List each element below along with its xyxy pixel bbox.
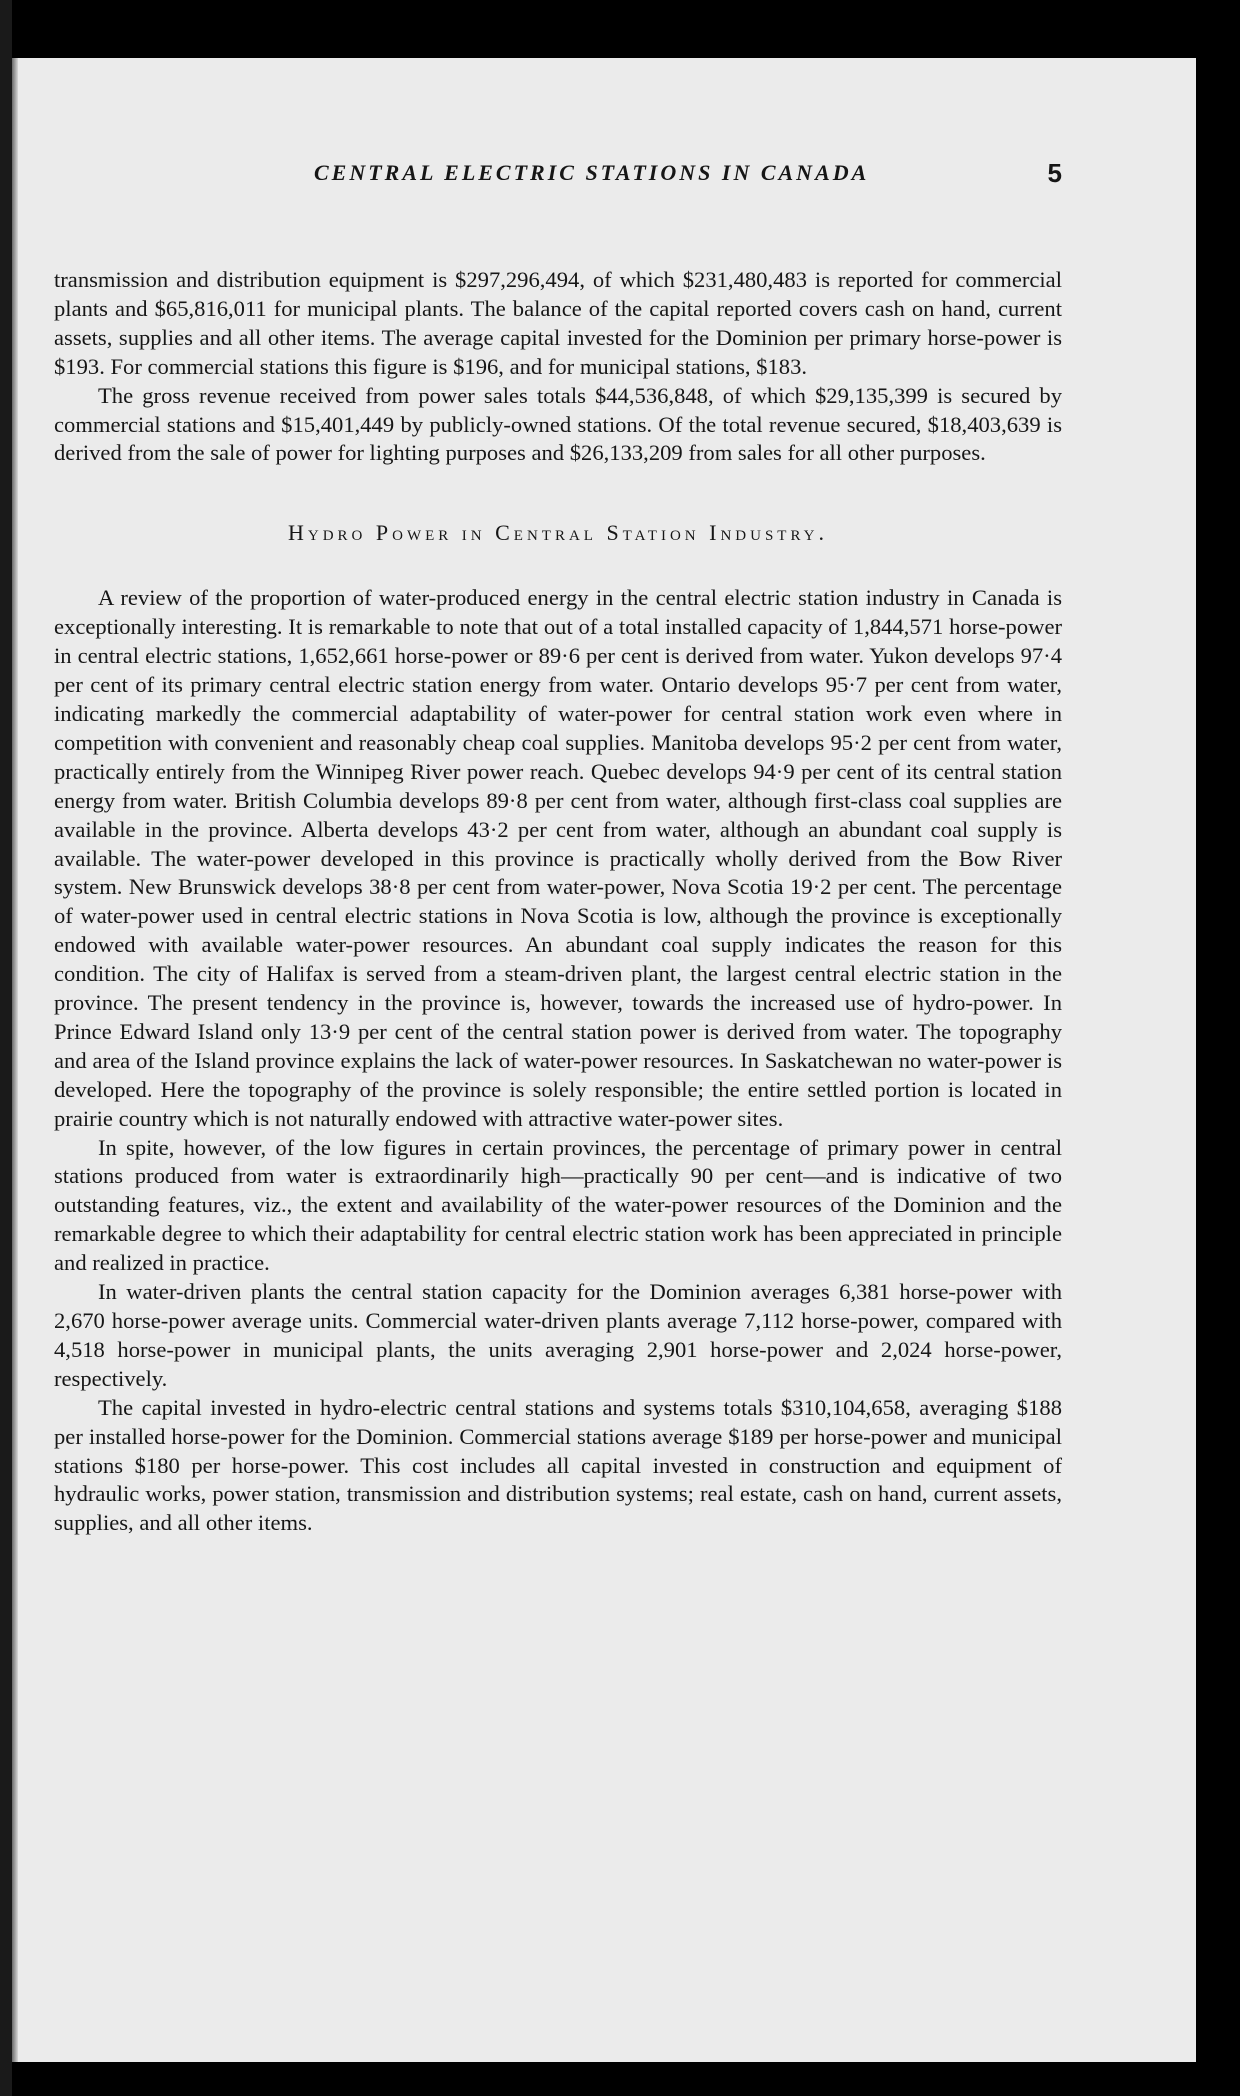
paragraph-continued: transmission and distribution equipment is $297,296,494, of which $231,480,483 is reported for commercial plants and $65,816,011 for municipal plants. The balance of the capital reported covers cash on hand, current assets, supplies and all other items. The average capital invested for the Dominion per primary horse-power is $193. For commercial stations this figure is $196, and for municipal stations, $183. — [54, 267, 1062, 379]
paragraph-low-figures: In spite, however, of the low figures in certain provinces, the percentage of primary power in central stations produced from water is extraordinarily high—practically 90 per cent—and is indicative of two outstanding features, viz., the extent and availability of the water-power resources of the Dominion and the remarkable degree to which their adaptability for central electric station work has been appreciated in principle and realized in practice. — [54, 1134, 1062, 1276]
running-head — [54, 156, 1062, 200]
paragraph-hydro-review: A review of the proportion of water-produced energy in the central electric station industry in Canada is exceptionally interesting. It is remarkable to note that out of a total installed capacity of 1,844,571 horse-power in central electric stations, 1,652,661 horse-power or 89·6 per cent is derived from water. Yukon develops 97·4 per cent of its primary central electric station energy from water. Ontario develops 95·7 per cent from water, indicating markedly the commercial adaptability of water-power for central station work even where in competition with convenient and reasonably cheap coal supplies. Manitoba develops 95·2 per cent from water, practically entirely from the Winnipeg River power reach. Quebec develops 94·9 per cent of its central station energy from water. British Columbia develops 89·8 per cent from water, although first-class coal supplies are available in the province. Alberta develops 43·2 per cent from water, although an abundant coal supply is available. The water-power developed in this province is practically wholly derived from the Bow River system. New Brunswick develops 38·8 per cent from water-power, Nova Scotia 19·2 per cent. The percentage of water-power used in central electric stations in Nova Scotia is low, although the province is exceptionally endowed with available water-power resources. An abundant coal supply indicates the reason for this condition. The city of Halifax is served from a steam-driven plant, the largest central electric station in the province. The present tendency in the province is, however, towards the increased use of hydro-power. In Prince Edward Island only 13·9 per cent of the central station power is derived from water. The topography and area of the Island province explains the lack of water-power resources. In Saskatchewan no water-power is developed. Here the topography of the province is solely responsible; the entire settled portion is located in prairie country which is not naturally endowed with attractive water-power sites. — [54, 585, 1062, 1131]
running-title: CENTRAL ELECTRIC STATIONS IN CANADA — [314, 160, 870, 185]
scan-border — [0, 0, 12, 2096]
paragraph-capital-invested: The capital invested in hydro-electric central stations and systems totals $310,104,658, averaging $188 per installed horse-power for the Dominion. Commercial stations average $189 per horse-power and municipal stations $180 per horse-power. This cost includes all capital invested in construction and equipment of hydraulic works, power station, transmission and distribution systems; real estate, cash on hand, current assets, supplies, and all other items. — [54, 1394, 1062, 1536]
page-edge-shadow — [12, 58, 18, 2062]
book-page — [12, 58, 1196, 2062]
paragraph-revenue: The gross revenue received from power sales totals $44,536,848, of which $29,135,399 is secured by commercial stations and $15,401,449 by publicly-owned stations. Of the total revenue secured, $18,403,639 is derived from the sale of power for lighting purposes and $26,133,209 from sales for all other purposes. — [54, 382, 1062, 466]
body-text — [54, 266, 1062, 1538]
paragraph-water-driven-plants: In water-driven plants the central station capacity for the Dominion averages 6,381 horse-power with 2,670 horse-power average units. Commercial water-driven plants average 7,112 horse-power, compared with 4,518 horse-power in municipal plants, the units averaging 2,901 horse-power and 2,024 horse-power, respectively. — [54, 1279, 1062, 1391]
section-heading: Hydro Power in Central Station Industry. — [288, 520, 828, 546]
page-number: 5 — [1047, 158, 1062, 188]
